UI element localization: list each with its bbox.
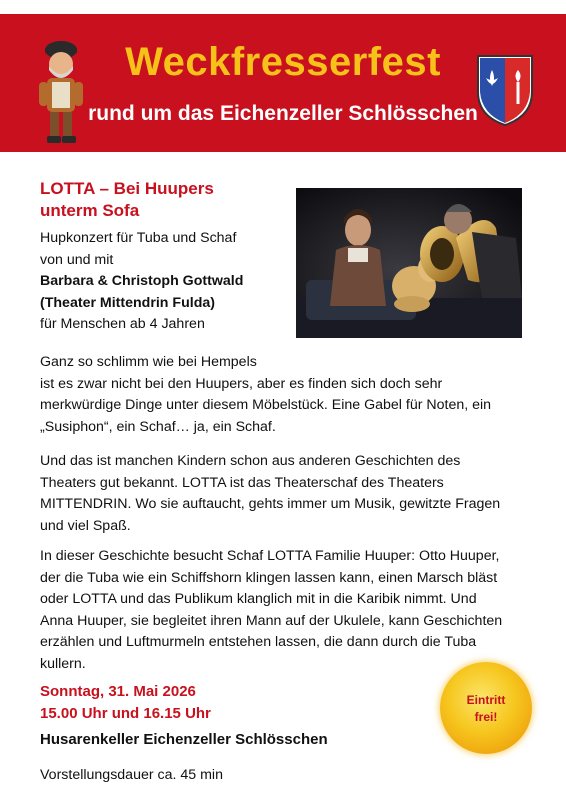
free-entry-badge: Eintritt frei! (440, 662, 532, 754)
performers: Barbara & Christoph Gottwald (40, 273, 244, 289)
paragraph-3: In dieser Geschichte besucht Schaf LOTTA Familie Huuper: Otto Huuper, der die Tuba wie ein Schiffshorn klingen lassen kann, einen Marsch bläst oder LOTTA und das Publikum klanglich mit in die Karibik nimmt. Und Anna Huuper, sie begleitet ihren Mann auf der Ukulele, kann Geschichten erzählen und Luftmurmeln entstehen lassen, die dann durch die Tuba kullern. (40, 548, 503, 672)
performance-photo (296, 188, 522, 338)
play-title: LOTTA – Bei Huupers unterm Sofa (40, 179, 214, 220)
page-subtitle: rund um das Eichenzeller Schlösschen (88, 102, 478, 125)
coat-of-arms-icon (474, 52, 536, 128)
paragraph-2: Und das ist manchen Kindern schon aus anderen Geschichten des Theaters gut bekannt. LOTTA ist das Theaterschaf des Theaters MITTENDRIN. Wo sie auftaucht, gehts immer um Musik, gewitzte Fragen und viel Spaß. (40, 453, 501, 534)
header-banner (0, 14, 566, 152)
page-title: Weckfresserfest (125, 40, 441, 84)
event-venue: Husarenkeller Eichenzeller Schlösschen (40, 731, 328, 748)
audience-note: für Menschen ab 4 Jahren (40, 316, 205, 332)
play-intro: Hupkonzert für Tuba und Schaf von und mit Barbara & Christoph Gottwald (Theater Mittendrin Fulda) für Menschen ab 4 Jahren (40, 228, 290, 336)
paragraph-1: Ganz so schlimm wie bei Hempels ist es zwar nicht bei den Huupers, aber es finden sich doch sehr merkwürdige Dinge unter diesem Möbelstück. Eine Gabel für Noten, ein „Susiphon“, ein Schaf… ja, ein Schaf. (40, 354, 492, 435)
theater-name: (Theater Mittendrin Fulda) (40, 294, 215, 311)
event-date: Sonntag, 31. Mai 2026 15.00 Uhr und 16.15 Uhr (40, 681, 211, 725)
event-duration: Vorstellungsdauer ca. 45 min (40, 767, 223, 783)
event-times: 15.00 Uhr und 16.15 Uhr (40, 705, 211, 722)
